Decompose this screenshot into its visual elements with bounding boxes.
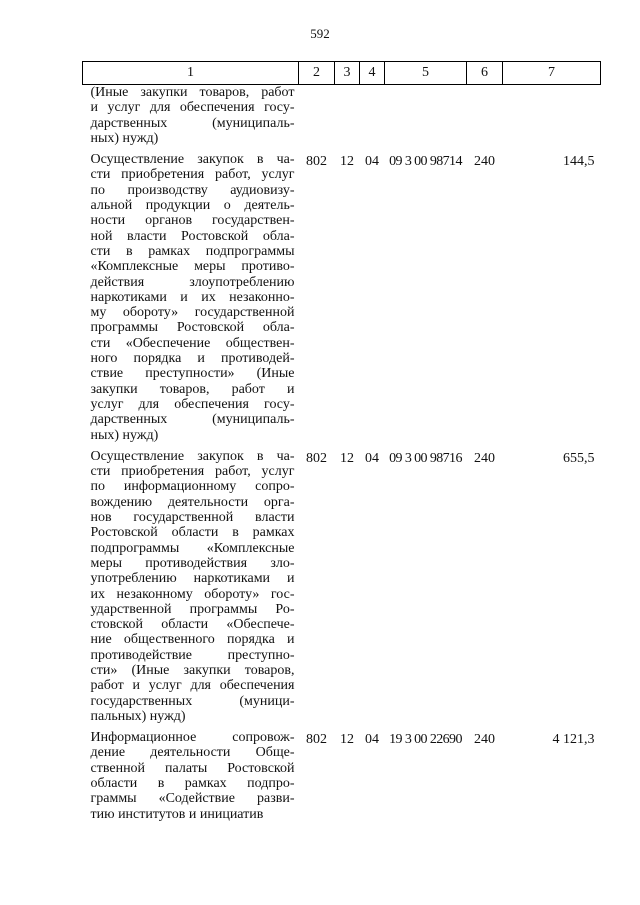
row-target-article: 09 3 00 98714 [389,154,462,170]
row-amount [503,85,601,153]
description-line: области в рамках подпро- [90,776,295,792]
description-line: меры противодействия зло- [90,555,295,571]
row-section-code [335,85,360,153]
row-section-code: 12 [340,154,354,170]
description-line: дение деятельности Обще- [90,745,295,761]
description-line: по информационному сопро- [90,479,295,495]
description-line: их незаконному обороту» гос- [90,586,295,602]
description-line: дарственных (муниципаль- [90,115,295,131]
row-description [83,449,299,730]
row-ministry-code: 802 [306,732,327,748]
description-line: и услуг для обеспечения госу- [90,100,295,116]
description-line: противодействие преступно- [90,647,295,663]
description-line: пальных) нужд) [90,708,186,724]
column-header-target-article: 5 [385,62,467,85]
description-line: Ростовской области в рамках [90,525,295,541]
row-target-article: 19 3 00 22690 [389,732,462,748]
row-description [83,152,299,449]
description-line: употреблению наркотиками и [90,571,295,587]
description-line: программы Ростовской обла- [90,320,295,336]
description-line: нов государственной власти [90,510,295,526]
description-line: действия злоупотреблению [90,274,295,290]
description-line: по производству аудиовизу- [90,182,295,198]
description-line: вождению деятельности орга- [90,494,295,510]
table-row [83,152,601,449]
row-expense-type: 240 [474,732,495,748]
row-amount: 655,5 [563,450,595,466]
description-line: Осуществление закупок в ча- [90,152,295,168]
row-section-code: 12 [340,732,354,748]
description-line: ствие преступности» (Иные [90,366,295,382]
description-line: подпрограммы «Комплексные [90,540,295,556]
description-line: дарственных (муниципаль- [90,412,295,428]
description-line: закупки товаров, работ и [90,381,295,397]
description-line: услуг для обеспечения госу- [90,396,295,412]
description-line: Информационное сопровож- [90,730,295,746]
row-ministry-code [299,85,335,153]
table-row [83,85,601,153]
description-line: ных) нужд) [90,427,159,443]
column-header-amount: 7 [503,62,601,85]
description-line: тию институтов и инициатив [90,806,264,822]
row-ministry-code: 802 [306,154,327,170]
row-expense-type: 240 [474,154,495,170]
row-subsection-code [360,85,385,153]
description-line: сти» (Иные закупки товаров, [90,662,295,678]
table-row [83,449,601,730]
column-header-section: 3 [335,62,360,85]
row-description [83,730,299,828]
description-line: ние общественного порядка и [90,632,295,648]
row-amount: 144,5 [563,154,595,170]
budget-table [82,61,601,828]
description-line: ственной палаты Ростовской [90,760,295,776]
description-line: стовской области «Обеспече- [90,617,295,633]
row-description [83,85,299,153]
row-section-code: 12 [340,450,354,466]
description-line: ности органов государствен- [90,213,295,229]
description-line: альной продукции о деятель- [90,198,295,214]
description-line: му обороту» государственной [90,305,295,321]
table-row [83,730,601,828]
row-expense-type: 240 [474,450,495,466]
description-line: сти приобретения работ, услуг [90,167,295,183]
description-line: «Комплексные меры противо- [90,259,295,275]
description-line: сти в рамках подпрограммы [90,243,295,259]
column-header-subsection: 4 [360,62,385,85]
description-line: сти «Обеспечение обществен- [90,335,295,351]
table-header [83,62,601,85]
row-amount: 4 121,3 [552,732,595,748]
description-line: (Иные закупки товаров, работ [90,85,295,100]
column-header-description: 1 [83,62,299,85]
row-target-article: 09 3 00 98716 [389,450,462,466]
description-line: Осуществление закупок в ча- [90,448,295,464]
row-ministry-code: 802 [306,450,327,466]
column-header-ministry: 2 [299,62,335,85]
row-subsection-code: 04 [365,154,379,170]
description-line: граммы «Содействие разви- [90,791,295,807]
description-line: ных) нужд) [90,130,159,146]
description-line: ного порядка и противодей- [90,351,295,367]
row-target-article [385,85,467,153]
header-row [83,62,601,85]
row-expense-type [467,85,503,153]
row-subsection-code: 04 [365,732,379,748]
description-line: ударственной программы Ро- [90,601,295,617]
description-line: наркотиками и их незаконно- [90,289,295,305]
description-line: государственных (муници- [90,693,295,709]
column-header-expense-type: 6 [467,62,503,85]
row-subsection-code: 04 [365,450,379,466]
table-body [83,85,601,828]
description-line: ной власти Ростовской обла- [90,228,295,244]
description-line: сти приобретения работ, услуг [90,464,295,480]
description-line: работ и услуг для обеспечения [90,678,295,694]
page-number: 592 [310,26,330,41]
